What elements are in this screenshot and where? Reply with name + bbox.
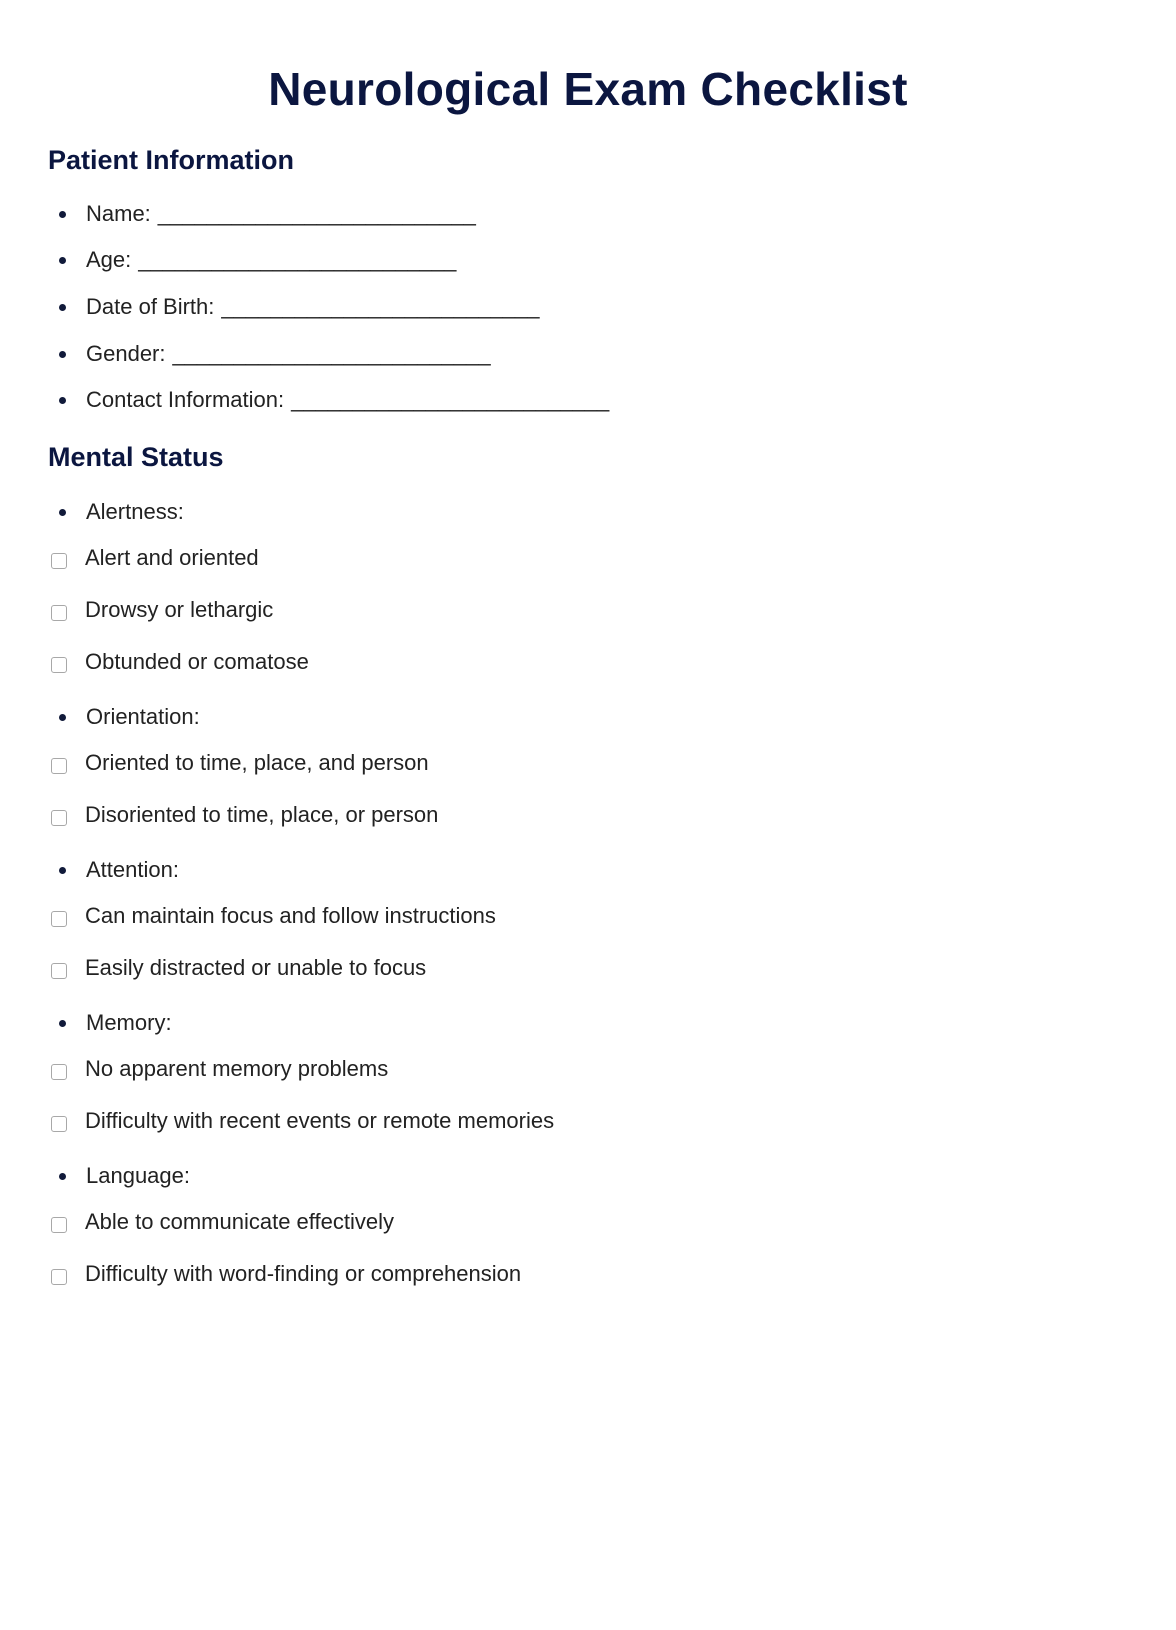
bullet-icon — [59, 867, 66, 874]
field-label: Name: — [86, 201, 151, 226]
section-heading-patient-information: Patient Information — [48, 145, 295, 175]
checkbox-icon[interactable] — [51, 657, 67, 673]
bullet-icon — [59, 714, 66, 721]
checkbox-option[interactable] — [51, 1257, 521, 1291]
bullet-icon — [59, 509, 66, 516]
checkbox-option[interactable] — [51, 1205, 394, 1239]
field-age[interactable] — [59, 243, 456, 277]
checkbox-option[interactable] — [51, 798, 438, 832]
checkbox-icon[interactable] — [51, 758, 67, 774]
checkbox-option[interactable] — [51, 1104, 554, 1138]
option-label: Able to communicate effectively — [85, 1209, 394, 1234]
option-label: Disoriented to time, place, or person — [85, 802, 439, 827]
group-label: Orientation: — [86, 704, 200, 729]
field-label: Date of Birth: — [86, 294, 215, 319]
checkbox-option[interactable] — [51, 1052, 388, 1086]
checkbox-icon[interactable] — [51, 810, 67, 826]
checkbox-icon[interactable] — [51, 553, 67, 569]
bullet-icon — [59, 211, 66, 218]
checkbox-icon[interactable] — [51, 1064, 67, 1080]
page-title: Neurological Exam Checklist — [268, 63, 908, 115]
bullet-icon — [59, 351, 66, 358]
blank-line[interactable]: __________________________ — [157, 201, 476, 226]
option-label: Obtunded or comatose — [85, 649, 309, 674]
field-date-of-birth[interactable] — [59, 290, 540, 324]
field-name[interactable] — [59, 197, 476, 231]
checkbox-icon[interactable] — [51, 1116, 67, 1132]
group-label: Attention: — [86, 857, 179, 882]
checkbox-option[interactable] — [51, 541, 259, 575]
blank-line[interactable]: __________________________ — [221, 294, 540, 319]
option-label: No apparent memory problems — [85, 1056, 389, 1081]
option-label: Difficulty with word-finding or comprehension — [85, 1261, 522, 1286]
option-label: Difficulty with recent events or remote memories — [85, 1108, 555, 1133]
bullet-icon — [59, 1173, 66, 1180]
group-label: Memory: — [86, 1010, 172, 1035]
section-heading-mental-status: Mental Status — [48, 442, 224, 472]
bullet-icon — [59, 397, 66, 404]
checkbox-icon[interactable] — [51, 605, 67, 621]
checkbox-option[interactable] — [51, 899, 496, 933]
option-label: Oriented to time, place, and person — [85, 750, 429, 775]
group-label-language — [59, 1159, 190, 1193]
option-label: Alert and oriented — [85, 545, 259, 570]
field-label: Age: — [86, 247, 132, 272]
group-label-alertness — [59, 495, 184, 529]
checkbox-option[interactable] — [51, 593, 273, 627]
bullet-icon — [59, 304, 66, 311]
group-label-memory — [59, 1006, 172, 1040]
option-label: Drowsy or lethargic — [85, 597, 274, 622]
blank-line[interactable]: __________________________ — [172, 341, 491, 366]
group-label-attention — [59, 853, 179, 887]
group-label: Language: — [86, 1163, 190, 1188]
group-label: Alertness: — [86, 499, 184, 524]
checkbox-option[interactable] — [51, 645, 309, 679]
option-label: Can maintain focus and follow instructions — [85, 903, 496, 928]
checkbox-icon[interactable] — [51, 963, 67, 979]
field-label: Gender: — [86, 341, 166, 366]
checkbox-option[interactable] — [51, 746, 429, 780]
field-contact-information[interactable] — [59, 383, 609, 417]
blank-line[interactable]: __________________________ — [138, 247, 457, 272]
blank-line[interactable]: __________________________ — [291, 387, 610, 412]
checkbox-icon[interactable] — [51, 911, 67, 927]
field-gender[interactable] — [59, 337, 491, 371]
bullet-icon — [59, 257, 66, 264]
field-label: Contact Information: — [86, 387, 285, 412]
checkbox-icon[interactable] — [51, 1269, 67, 1285]
checkbox-option[interactable] — [51, 951, 426, 985]
group-label-orientation — [59, 700, 200, 734]
checkbox-icon[interactable] — [51, 1217, 67, 1233]
option-label: Easily distracted or unable to focus — [85, 955, 427, 980]
bullet-icon — [59, 1020, 66, 1027]
